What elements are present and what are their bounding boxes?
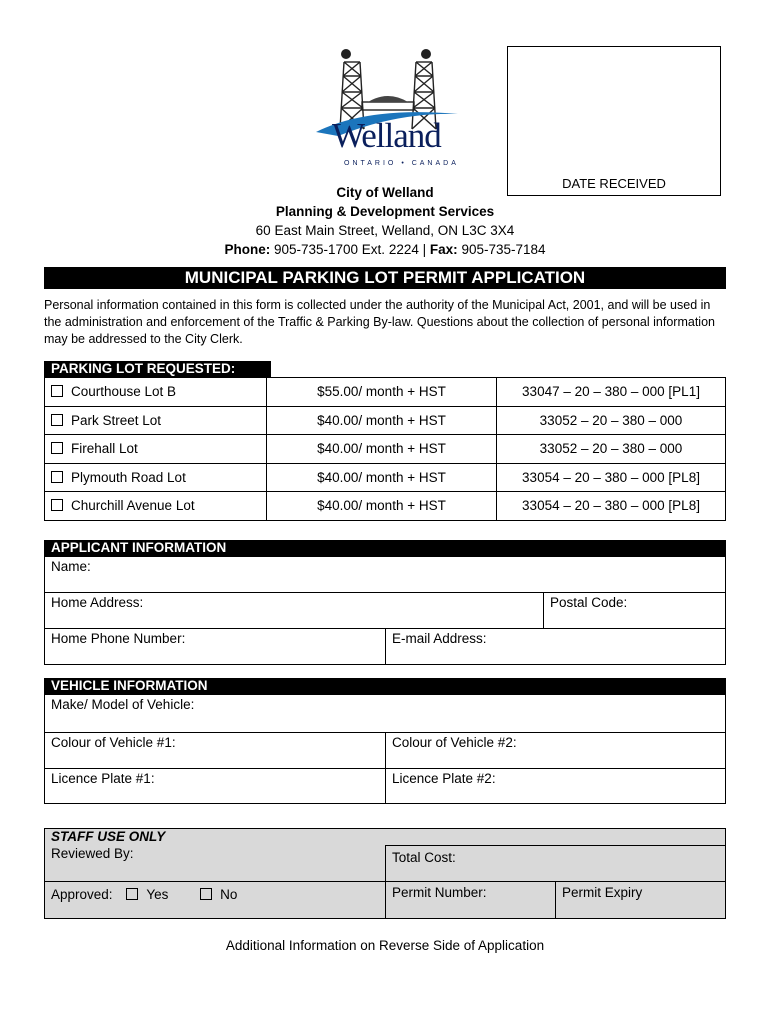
address-block bbox=[150, 183, 620, 259]
parking-lot-row bbox=[45, 378, 726, 407]
email-field[interactable] bbox=[385, 628, 726, 665]
permit-number-field bbox=[385, 881, 556, 919]
parking-lot-cell bbox=[45, 406, 267, 435]
name-label: Name: bbox=[51, 559, 91, 574]
applicant-section-title: APPLICANT INFORMATION bbox=[51, 540, 227, 555]
phone-label: Phone: bbox=[224, 242, 271, 257]
parking-lot-checkbox[interactable] bbox=[51, 499, 63, 511]
parking-lot-checkbox[interactable] bbox=[51, 385, 63, 397]
parking-lot-checkbox[interactable] bbox=[51, 414, 63, 426]
contact-line bbox=[150, 240, 620, 259]
vehicle-section-header bbox=[44, 678, 726, 694]
reviewed-by-label: Reviewed By: bbox=[51, 846, 134, 861]
licence-plate-1-field[interactable] bbox=[44, 768, 386, 804]
approved-no-label: No bbox=[220, 887, 238, 902]
date-received-box bbox=[507, 46, 721, 196]
parking-rate-cell: $40.00/ month + HST bbox=[267, 406, 497, 435]
approved-no-checkbox[interactable] bbox=[200, 888, 212, 900]
parking-account-code-cell: 33052 – 20 – 380 – 000 bbox=[497, 406, 726, 435]
welland-logo bbox=[308, 44, 468, 179]
parking-lot-cell bbox=[45, 492, 267, 521]
staff-section-header bbox=[44, 828, 726, 846]
vehicle-section-title: VEHICLE INFORMATION bbox=[51, 678, 208, 693]
home-phone-field[interactable] bbox=[44, 628, 386, 665]
form-title: MUNICIPAL PARKING LOT PERMIT APPLICATION bbox=[44, 267, 726, 289]
dept-name: Planning & Development Services bbox=[275, 204, 495, 219]
fax-label: Fax: bbox=[429, 242, 458, 257]
approved-label: Approved: bbox=[51, 887, 113, 902]
street-address: 60 East Main Street, Welland, ON L3C 3X4 bbox=[255, 223, 515, 238]
org-name: City of Welland bbox=[336, 185, 434, 200]
permit-number-label: Permit Number: bbox=[392, 885, 487, 900]
home-address-field[interactable] bbox=[44, 592, 544, 629]
parking-rate-cell: $40.00/ month + HST bbox=[267, 492, 497, 521]
home-phone-label: Home Phone Number: bbox=[51, 631, 186, 646]
parking-lot-checkbox[interactable] bbox=[51, 471, 63, 483]
phone-number: 905-735-1700 Ext. 2224 bbox=[273, 242, 419, 257]
reviewed-by-field bbox=[44, 845, 386, 882]
parking-lot-name: Park Street Lot bbox=[71, 412, 162, 428]
name-field[interactable] bbox=[44, 556, 726, 593]
parking-lot-cell bbox=[45, 463, 267, 492]
total-cost-field bbox=[385, 845, 726, 882]
licence-plate-2-field[interactable] bbox=[385, 768, 726, 804]
footer-note: Additional Information on Reverse Side of Application bbox=[225, 938, 545, 953]
permit-expiry-field bbox=[555, 881, 726, 919]
parking-lot-row bbox=[45, 435, 726, 464]
parking-account-code-cell: 33054 – 20 – 380 – 000 [PL8] bbox=[497, 463, 726, 492]
contact-separator: | bbox=[422, 242, 427, 257]
parking-lot-name: Churchill Avenue Lot bbox=[71, 498, 195, 514]
parking-account-code-cell: 33054 – 20 – 380 – 000 [PL8] bbox=[497, 492, 726, 521]
approved-field bbox=[44, 881, 386, 919]
logo-subtitle: ONTARIO • CANADA bbox=[344, 160, 459, 167]
licence-plate-1-label: Licence Plate #1: bbox=[51, 771, 155, 786]
parking-account-code-cell: 33052 – 20 – 380 – 000 bbox=[497, 435, 726, 464]
parking-account-code-cell: 33047 – 20 – 380 – 000 [PL1] bbox=[497, 378, 726, 407]
parking-rate-cell: $40.00/ month + HST bbox=[267, 435, 497, 464]
applicant-section-header bbox=[44, 540, 726, 556]
make-model-field[interactable] bbox=[44, 694, 726, 733]
colour-vehicle-1-label: Colour of Vehicle #1: bbox=[51, 735, 176, 750]
parking-lot-table bbox=[44, 377, 726, 521]
parking-lot-name: Firehall Lot bbox=[71, 441, 138, 457]
colour-vehicle-2-label: Colour of Vehicle #2: bbox=[392, 735, 517, 750]
parking-lot-name: Plymouth Road Lot bbox=[71, 469, 186, 485]
privacy-notice: Personal information contained in this form is collected under the authority of the Municipal Act, 2001, and will be used in the administration and enforcement of the Traffic & Parking By-law. Questions about the collection of personal information may be addressed to the City Clerk. bbox=[44, 298, 715, 346]
parking-lot-name: Courthouse Lot B bbox=[71, 384, 177, 400]
home-address-label: Home Address: bbox=[51, 595, 144, 610]
parking-lot-row bbox=[45, 406, 726, 435]
fax-number: 905-735-7184 bbox=[461, 242, 546, 257]
date-received-label: DATE RECEIVED bbox=[562, 176, 666, 191]
licence-plate-2-label: Licence Plate #2: bbox=[392, 771, 496, 786]
approved-yes-checkbox[interactable] bbox=[126, 888, 138, 900]
parking-lot-checkbox[interactable] bbox=[51, 442, 63, 454]
make-model-label: Make/ Model of Vehicle: bbox=[51, 697, 195, 712]
logo-wordmark: Welland bbox=[332, 116, 441, 155]
postal-code-field[interactable] bbox=[543, 592, 726, 629]
parking-rate-cell: $55.00/ month + HST bbox=[267, 378, 497, 407]
permit-expiry-label: Permit Expiry bbox=[562, 885, 643, 900]
lift-bridge-icon bbox=[308, 44, 468, 179]
parking-section-header: PARKING LOT REQUESTED: bbox=[44, 361, 271, 377]
staff-section-title: STAFF USE ONLY bbox=[51, 829, 166, 844]
parking-lot-cell bbox=[45, 435, 267, 464]
approved-yes-label: Yes bbox=[146, 887, 169, 902]
parking-lot-row bbox=[45, 492, 726, 521]
colour-vehicle-1-field[interactable] bbox=[44, 732, 386, 769]
total-cost-label: Total Cost: bbox=[392, 850, 456, 865]
parking-rate-cell: $40.00/ month + HST bbox=[267, 463, 497, 492]
colour-vehicle-2-field[interactable] bbox=[385, 732, 726, 769]
parking-lot-row bbox=[45, 463, 726, 492]
postal-code-label: Postal Code: bbox=[550, 595, 628, 610]
email-label: E-mail Address: bbox=[392, 631, 487, 646]
parking-lot-cell bbox=[45, 378, 267, 407]
